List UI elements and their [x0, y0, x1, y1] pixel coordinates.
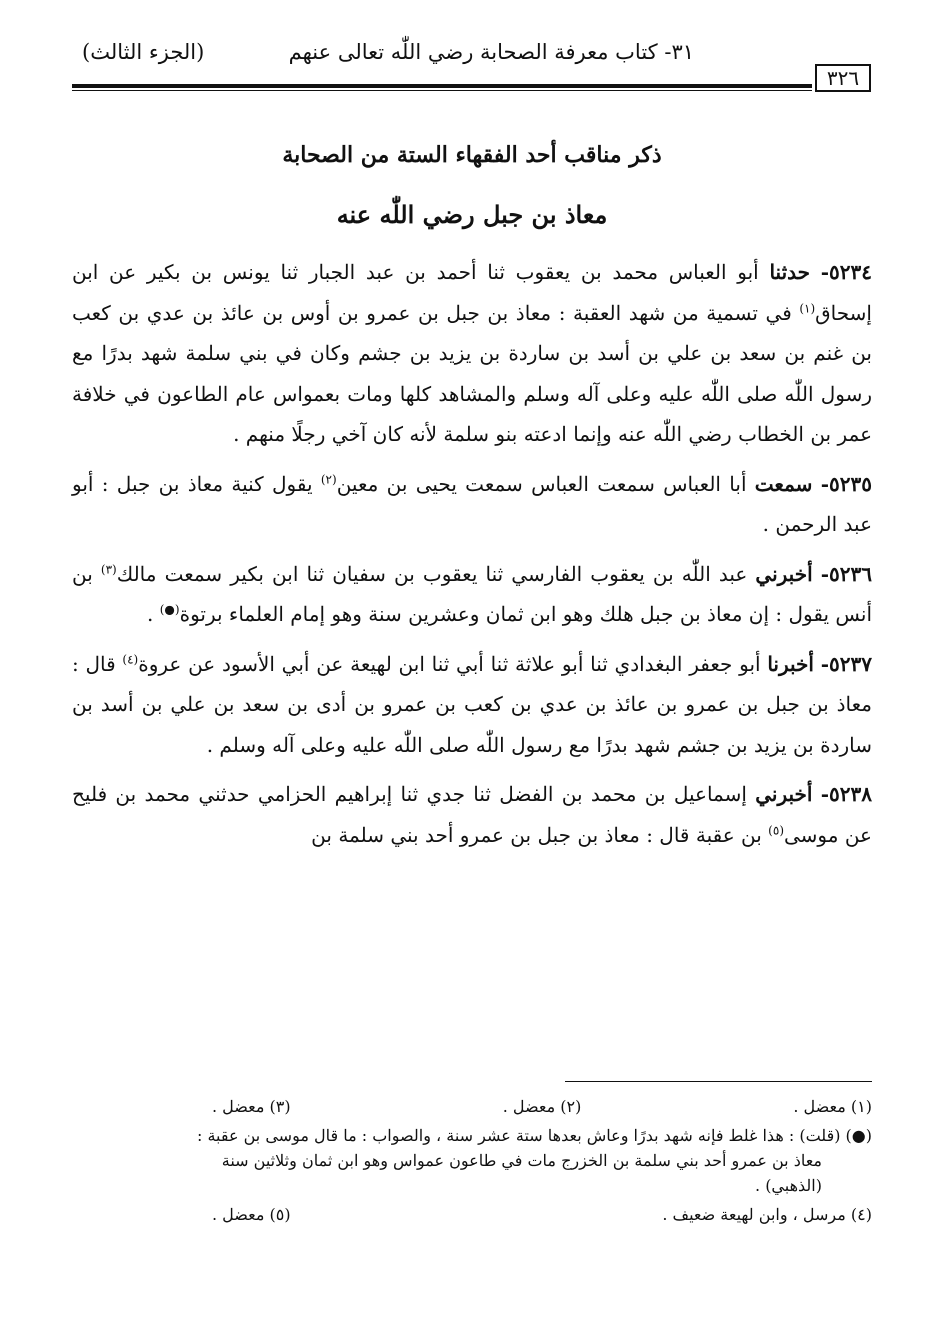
- entry-text: أبا العباس سمعت العباس سمعت يحيى بن معين: [336, 471, 755, 496]
- entry-number: ٥٢٣٧-: [820, 651, 873, 676]
- entry-text: أبو العباس محمد بن يعقوب ثنا أحمد بن عبد الجبار ثنا يونس بن بكير عن ابن إسحاق: [72, 260, 872, 325]
- entry-number: ٥٢٣٦-: [820, 561, 873, 586]
- footnote-separator: [565, 1081, 872, 1082]
- chapter-title: ٣١- كتاب معرفة الصحابة رضي اللّٰه تعالى عنهم: [288, 40, 694, 64]
- volume-label: (الجزء الثالث): [82, 40, 205, 64]
- footnote: (٤) مرسل ، وابن لهيعة ضعيف .: [662, 1205, 872, 1224]
- footnote-ref: (٤): [122, 651, 139, 666]
- entry-text: عبد اللّٰه بن يعقوب الفارسي ثنا يعقوب بن سفيان ثنا ابن بكير سمعت مالك: [116, 561, 756, 586]
- hadith-entry: [72, 774, 872, 855]
- entry-text: قال : معاذ بن جبل بن عمرو بن عائذ بن عدي بن كعب بن عمرو بن أدى بن سعد بن علي بن أسد بن ساردة بن يزيد بن جشم شهد بدرًا مع رسول اللّٰه صلى اللّٰه عليه وعلى آله وسلم .: [72, 651, 872, 757]
- entry-text: يقول كنية معاذ بن جبل : أبو عبد الرحمن .: [72, 471, 872, 536]
- entry-lead-word: أخبرني: [755, 782, 813, 806]
- entry-text: بن عقبة قال : معاذ بن جبل بن عمرو أحد بني سلمة بن: [311, 822, 769, 847]
- footnote-ref: (٢): [320, 471, 337, 486]
- footnote-ref: (٥): [768, 822, 784, 837]
- entry-text: بن أنس يقول : إن معاذ بن جبل هلك وهو ابن ثمان وعشرين سنة وهو إمام العلماء برتوة: [72, 561, 872, 626]
- hadith-entry: [72, 252, 872, 455]
- footnote-row: [212, 1202, 872, 1227]
- footnote-ref: (●): [159, 602, 180, 617]
- entry-lead-word: أخبرنا: [767, 651, 814, 676]
- entry-text: .: [147, 602, 160, 626]
- entry-number: ٥٢٣٥-: [820, 471, 872, 496]
- footnote-row: [212, 1094, 872, 1119]
- entry-text: في تسمية من شهد العقبة : معاذ بن جبل بن عمرو بن أوس بن عائذ بن عدي بن كعب بن غنم بن سعد بن علي بن أسد بن ساردة بن يزيد بن جشم وكان في بني سلمة شهد بدرًا مع رسول اللّٰه صلى اللّٰه عليه وعلى آله وسلم والمشاهد كلها ومات بعمواس عام الطاعون في خلافة عمر بن الخطاب رضي اللّٰه عنه وإنما ادعته بنو سلمة لأنه كان آخي رجلًا منهم .: [72, 300, 872, 446]
- entry-text: إسماعيل بن محمد بن الفضل ثنا جدي ثنا إبراهيم الحزامي حدثني محمد بن فليح عن موسى: [72, 782, 872, 847]
- hadith-entry: [72, 464, 872, 545]
- footnote: (٣) معضل .: [212, 1097, 291, 1116]
- footnote-dhahabi: [72, 1123, 872, 1198]
- header-rule-thin: [72, 90, 812, 91]
- subject-title: معاذ بن جبل رضي اللّٰه عنه: [336, 200, 608, 229]
- header-rule-thick: [72, 84, 812, 88]
- footnote-line: معاذ بن عمرو أحد بني سلمة بن الخزرج مات في طاعون عمواس وهو ابن ثمان وثلاثين سنة: [221, 1151, 822, 1170]
- footnote-ref: (٣): [100, 561, 117, 576]
- entry-text: أبو جعفر البغدادي ثنا أبو علاثة ثنا أبي ثنا ابن لهيعة عن أبي الأسود عن عروة: [138, 651, 768, 676]
- page-number: ٣٢٦: [815, 64, 871, 92]
- footnote-line: (الذهبي) .: [755, 1176, 822, 1195]
- footnote-ref: (١): [799, 300, 816, 315]
- entry-lead-word: حدثنا: [769, 260, 811, 284]
- footnote-line: (●) (قلت) : هذا غلط فإنه شهد بدرًا وعاش بعدها ستة عشر سنة ، والصواب : ما قال موسى بن عقبة :: [197, 1126, 872, 1145]
- section-title: ذكر مناقب أحد الفقهاء الستة من الصحابة: [282, 142, 662, 168]
- footnotes: [72, 1094, 872, 1231]
- hadith-entry: [72, 554, 872, 635]
- footnote: (١) معضل .: [793, 1097, 872, 1116]
- entry-lead-word: أخبرني: [755, 561, 813, 586]
- entry-number: ٥٢٣٤-: [820, 260, 873, 284]
- footnote: (٥) معضل .: [212, 1205, 291, 1224]
- running-header: [72, 38, 872, 68]
- main-text: [72, 252, 872, 864]
- entry-number: ٥٢٣٨-: [820, 782, 872, 806]
- footnote: (٢) معضل .: [502, 1097, 582, 1116]
- entry-lead-word: سمعت: [754, 471, 813, 496]
- hadith-entry: [72, 644, 872, 766]
